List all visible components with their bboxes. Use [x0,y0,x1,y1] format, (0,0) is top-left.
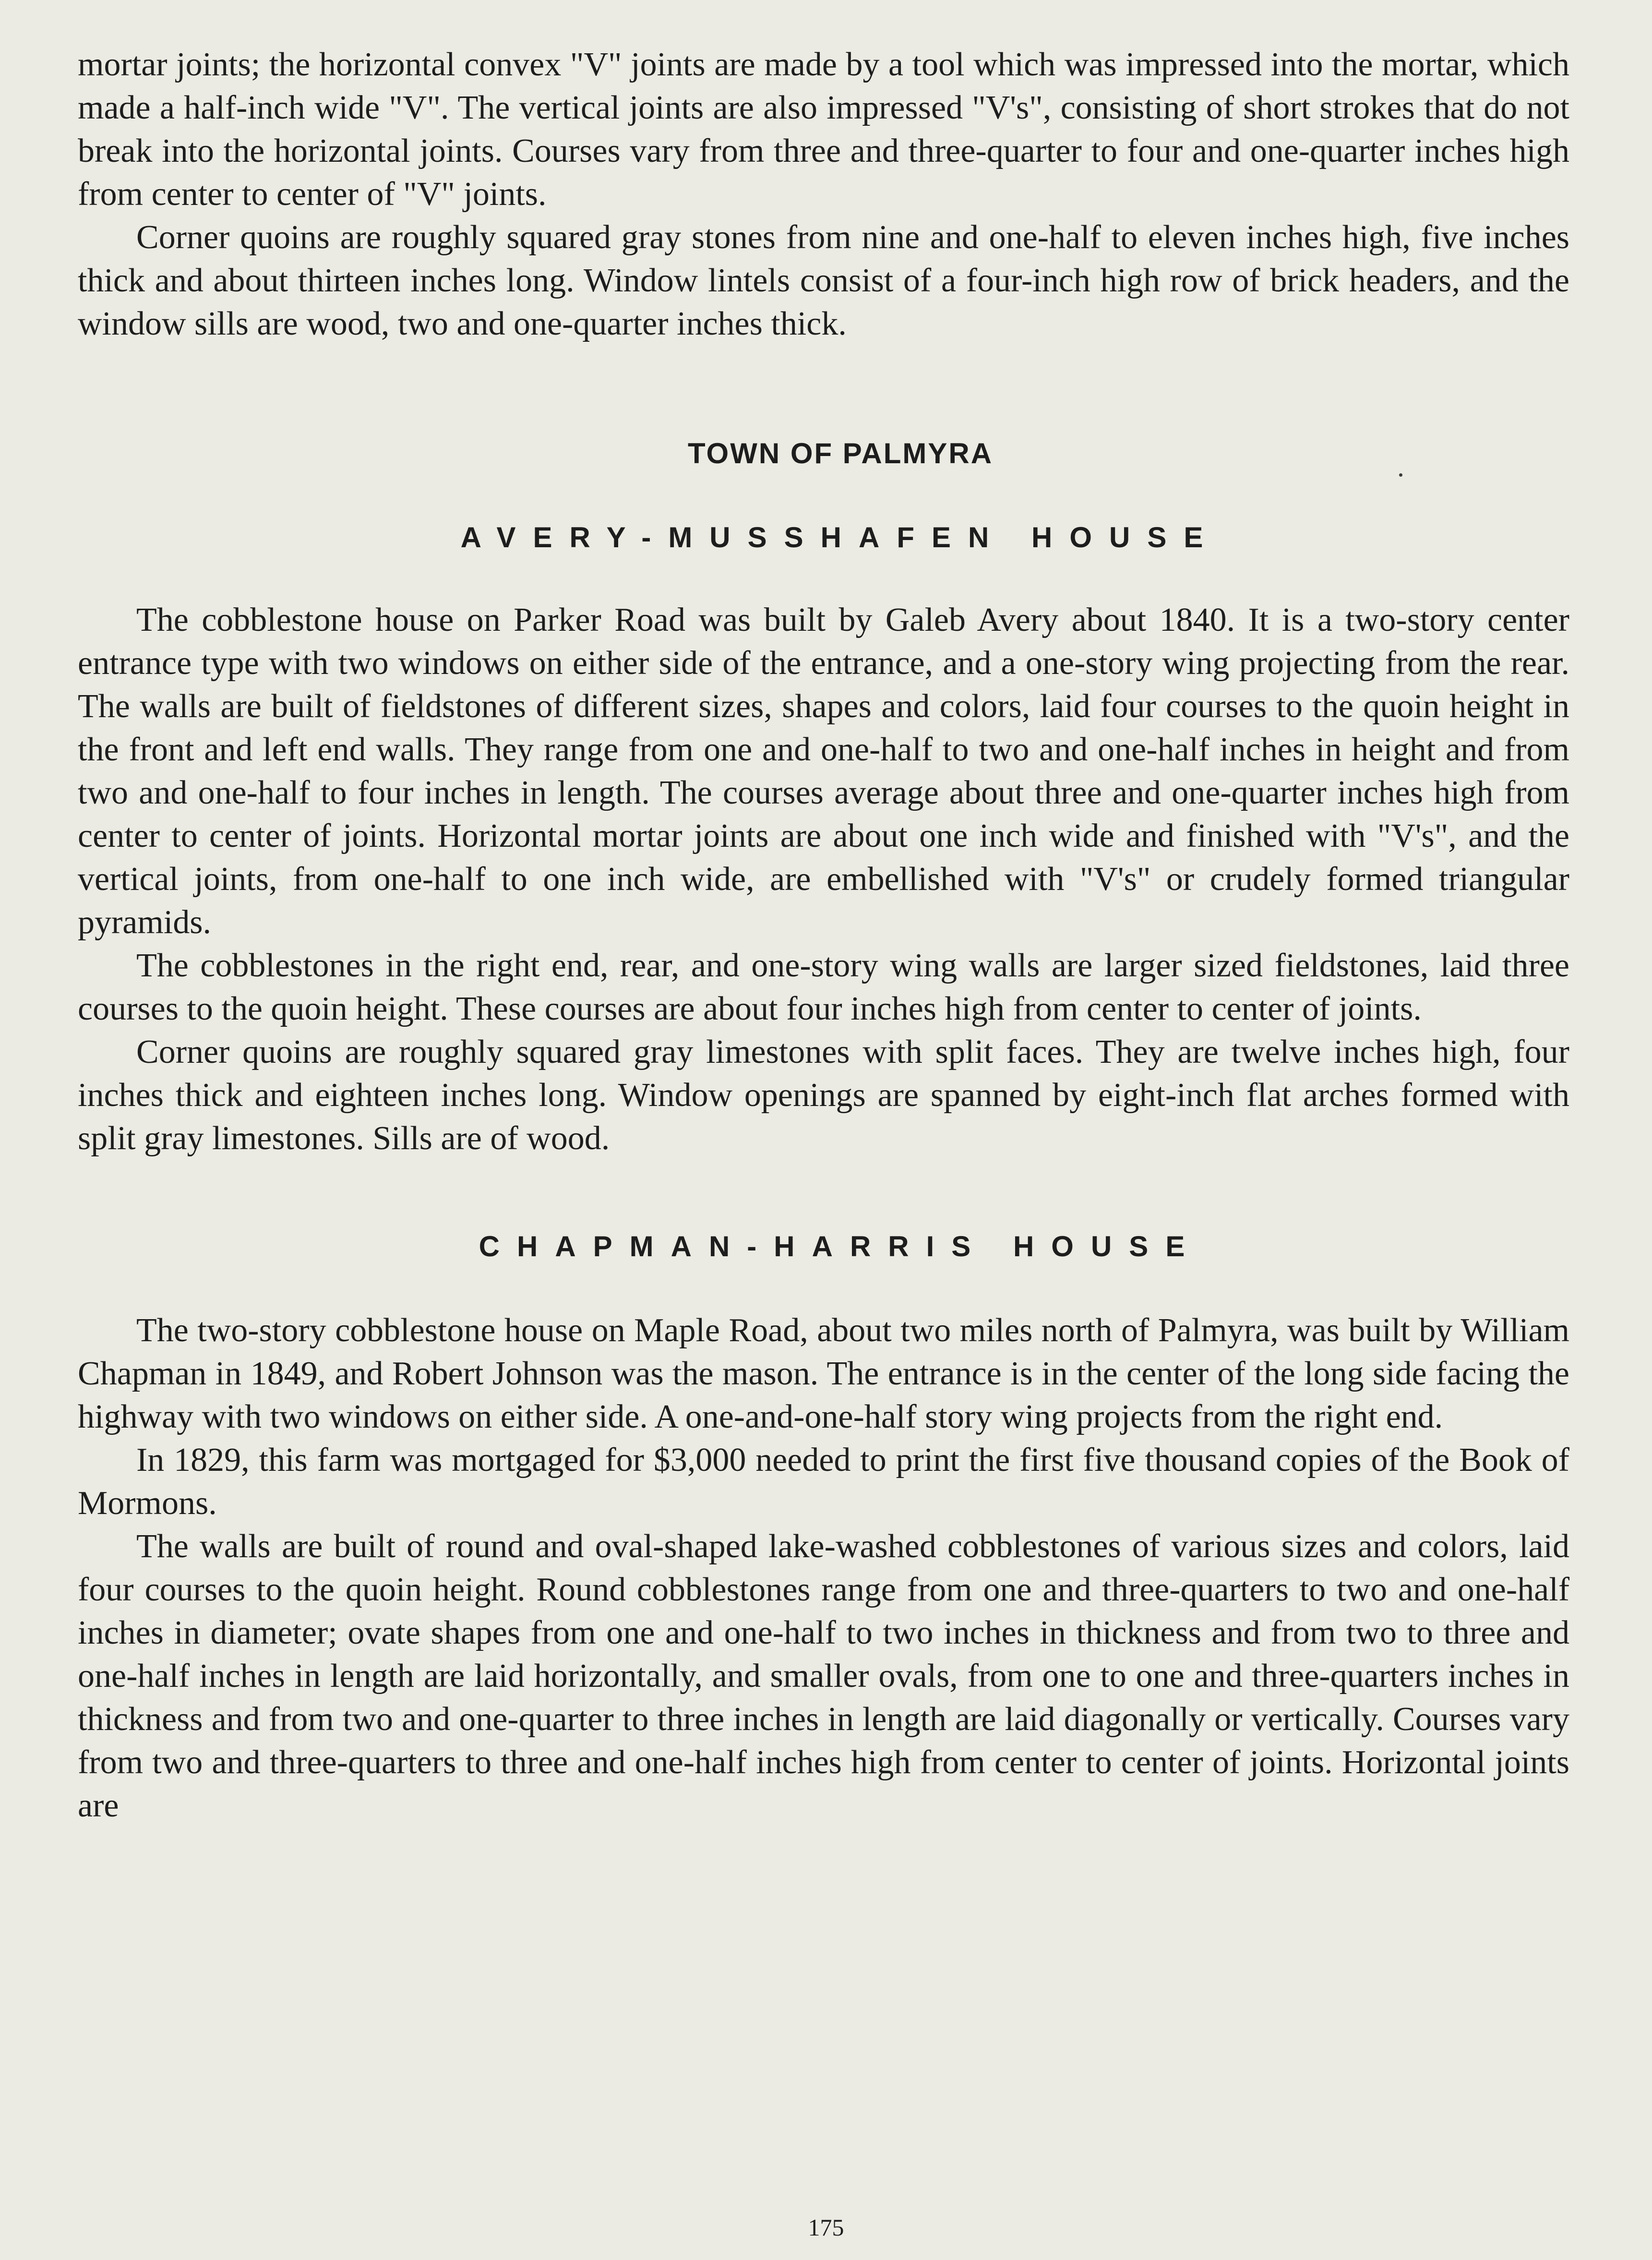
page-body [78,43,1569,1827]
stray-mark [1399,473,1402,477]
chapman-paragraph-2: In 1829, this farm was mortgaged for $3,000 needed to print the first five thousand copies of the Book of Mormons. [78,1442,1569,1522]
avery-paragraph-3: Corner quoins are roughly squared gray limestones with split faces. They are twelve inches high, four inches thick and eighteen inches long. Window openings are spanned by eight-inch flat arches formed with split gray limestones. Sills are of wood. [78,1034,1569,1157]
continuation-paragraph-1: mortar joints; the horizontal convex "V" joints are made by a tool which was impressed into the mortar, which made a half-inch wide "V". The vertical joints are also impressed "V's", consisting of short strokes that do not break into the horizontal joints. Courses vary from three and three-quarter to four and one-quarter inches high from center to center of "V" joints. [78,46,1569,213]
page-number: 175 [808,2214,844,2241]
chapman-harris-section [78,1309,1569,1827]
town-heading: TOWN OF PALMYRA [687,437,994,469]
avery-paragraph-1: The cobblestone house on Parker Road was built by Galeb Avery about 1840. It is a two-story center entrance type with two windows on either side of the entrance, and a one-story wing projecting from the rear. The walls are built of fieldstones of different sizes, shapes and colors, laid four courses to the quoin height in the front and left end walls. They range from one and one-half to two and one-half inches in height and from two and one-half to four inches in length. The courses average about three and one-quarter inches high from center to center of joints. Horizontal mortar joints are about one inch wide and finished with "V's", and the vertical joints, from one-half to one inch wide, are embellished with "V's" or crudely formed triangular pyramids. [78,601,1569,941]
continuation-paragraph-2: Corner quoins are roughly squared gray stones from nine and one-half to eleven inches high, five inches thick and about thirteen inches long. Window lintels consist of a four-inch high row of brick headers, and the window sills are wood, two and one-quarter inches thick. [78,219,1569,342]
avery-paragraph-2: The cobblestones in the right end, rear, and one-story wing walls are larger sized fieldstones, laid three courses to the quoin height. These courses are about four inches high from center to center of joints. [78,947,1569,1027]
chapman-paragraph-3: The walls are built of round and oval-shaped lake-washed cobblestones of various sizes and colors, laid four courses to the quoin height. Round cobblestones range from one and three-quarters to two and one-half inches in diameter; ovate shapes from one and one-half to two inches in thickness and from two to three and one-half inches in length are laid horizontally, and smaller ovals, from one to one and three-quarters inches in thickness and from two and one-quarter to three inches in length are laid diagonally or vertically. Courses vary from two and three-quarters to three and one-half inches high from center to center of joints. Horizontal joints are [78,1528,1569,1824]
avery-musshafen-heading: AVERY-MUSSHAFEN HOUSE [460,521,1221,553]
continuation-section [78,43,1569,346]
chapman-harris-heading: CHAPMAN-HARRIS HOUSE [479,1230,1202,1262]
avery-musshafen-section [78,599,1569,1160]
chapman-paragraph-1: The two-story cobblestone house on Maple Road, about two miles north of Palmyra, was built by William Chapman in 1849, and Robert Johnson was the mason. The entrance is in the center of the long side facing the highway with two windows on either side. A one-and-one-half story wing projects from the right end. [78,1312,1569,1435]
